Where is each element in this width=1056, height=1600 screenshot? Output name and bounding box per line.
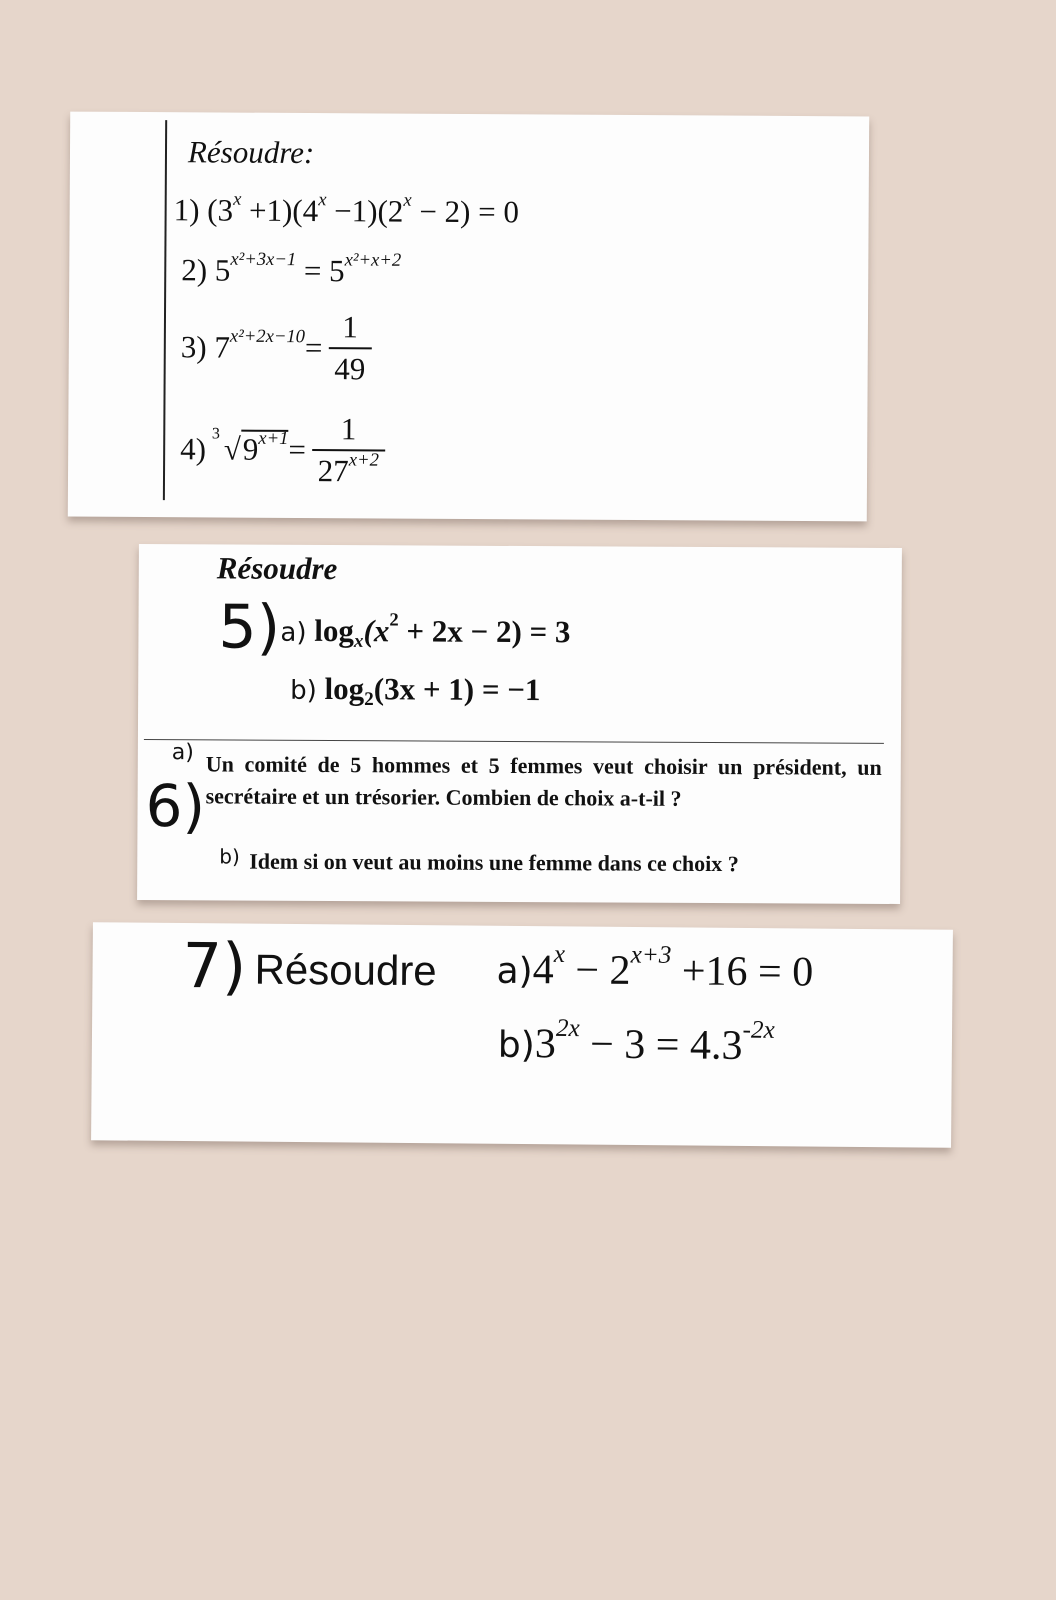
equation-3 xyxy=(181,308,372,387)
exponent: x xyxy=(318,189,327,211)
handwritten-mark-6b: b) xyxy=(219,844,240,869)
exponent: 2 xyxy=(389,609,399,631)
eq-base: 3 xyxy=(534,1021,557,1068)
exponent: x+2 xyxy=(348,449,379,471)
log-fn: log xyxy=(324,670,365,707)
denominator xyxy=(312,449,385,489)
eq-part: +1)(4 xyxy=(241,192,319,229)
eq-sign: = xyxy=(304,330,323,366)
handwritten-mark: a) xyxy=(496,950,533,993)
exponent: x xyxy=(403,189,412,211)
exercise-card-3 xyxy=(91,922,953,1147)
item-label: 1) xyxy=(173,192,200,228)
eq-sign: = xyxy=(288,431,306,468)
eq-base: 27 xyxy=(317,453,349,489)
exponent: 2x xyxy=(555,1014,580,1043)
log-base: 2 xyxy=(364,688,374,711)
exponent: x xyxy=(553,940,566,968)
card2-title: Résoudre xyxy=(216,550,338,587)
card1-title: Résoudre: xyxy=(187,134,315,171)
fraction xyxy=(312,411,386,489)
item-label: 3) xyxy=(180,329,207,365)
handwritten-mark: b) xyxy=(290,675,317,706)
eq-part: − 2) = 0 xyxy=(411,193,520,230)
exercise-6a-text: Un comité de 5 hommes et 5 femmes veut choisir un président, un secrétaire et un trésorier. Combien de choix a-t-il ? xyxy=(205,751,882,811)
eq-sign: = xyxy=(296,252,330,289)
eq-part: −1)(2 xyxy=(326,193,404,229)
eq-base: 5 xyxy=(329,253,345,289)
exponent: x²+2x−10 xyxy=(229,325,306,348)
exercise-6b-text: Idem si on veut au moins une femme dans ce choix ? xyxy=(249,848,739,877)
handwritten-mark-6a: a) xyxy=(171,740,194,766)
margin-line xyxy=(163,120,167,500)
exercise-5a xyxy=(280,609,571,652)
exponent: x+3 xyxy=(630,941,672,969)
eq-base: 5 xyxy=(214,252,231,288)
exercise-6-number: 6) xyxy=(145,772,206,841)
eq-base: 9 xyxy=(242,431,259,467)
equation-4 xyxy=(180,410,385,489)
exercise-7b xyxy=(497,1014,775,1070)
equation-1 xyxy=(173,188,520,230)
exercise-7-number: 7) xyxy=(182,929,247,1003)
eq-part: (3x + 1) = −1 xyxy=(373,671,541,708)
numerator: 1 xyxy=(340,411,357,447)
handwritten-mark: a) xyxy=(280,617,307,648)
exponent: x²+x+2 xyxy=(344,249,402,271)
exercise-7a xyxy=(496,940,814,997)
log-base: x xyxy=(353,630,364,652)
root-index: 3 xyxy=(211,425,220,443)
eq-part: + 2x − 2) = 3 xyxy=(398,613,571,650)
numerator: 1 xyxy=(342,309,358,345)
eq-part: (3 xyxy=(207,192,234,228)
exercise-card-1 xyxy=(68,112,869,522)
eq-part: − 3 = 4.3 xyxy=(579,1021,743,1069)
handwritten-mark: b) xyxy=(497,1024,535,1067)
exercise-5b xyxy=(290,670,541,711)
card3-title: Résoudre xyxy=(254,945,437,995)
exponent: x²+3x−1 xyxy=(230,248,297,271)
denominator: 49 xyxy=(328,347,371,387)
cube-root: 3 $√9^{x+1}$ xyxy=(211,425,289,467)
eq-part: +16 = 0 xyxy=(671,948,814,996)
exponent: -2x xyxy=(742,1016,775,1044)
exponent: x xyxy=(233,188,242,210)
item-label: 2) xyxy=(181,252,208,288)
equation-2 xyxy=(181,248,402,289)
item-label: 4) xyxy=(180,431,207,467)
divider-line xyxy=(144,739,884,744)
eq-part: − 2 xyxy=(564,947,631,994)
eq-part: (x xyxy=(363,613,390,649)
exponent: x+1 xyxy=(258,427,289,450)
exercise-5-number: 5) xyxy=(218,592,281,663)
eq-base: 7 xyxy=(214,329,230,365)
exercise-card-2 xyxy=(137,544,902,904)
fraction xyxy=(328,309,371,387)
eq-base: 4 xyxy=(532,947,554,994)
log-fn: log xyxy=(314,612,355,649)
